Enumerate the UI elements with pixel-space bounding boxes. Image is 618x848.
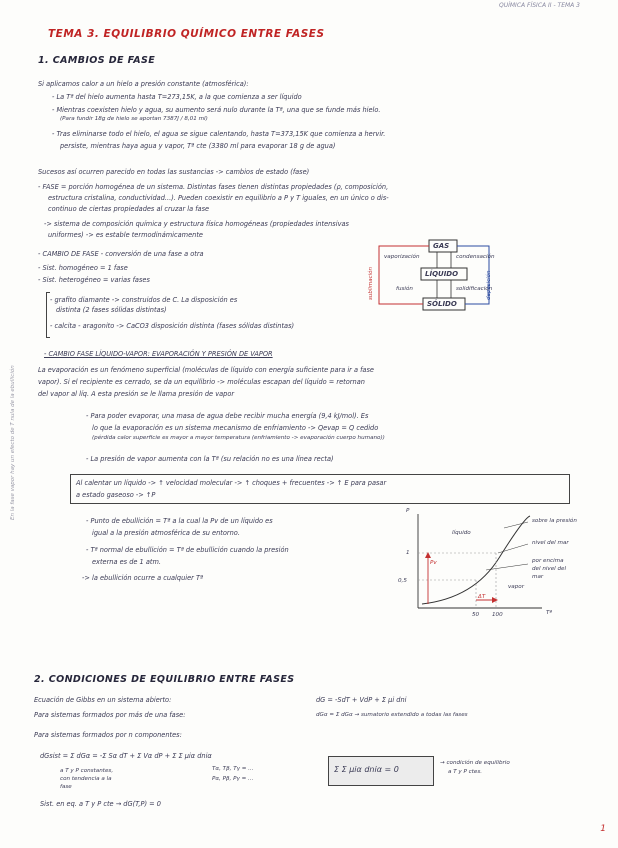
text-line: Para sistemas formados por n componentes: — [34, 731, 182, 739]
diagram-vaporization: vaporización — [384, 254, 420, 260]
text-line: - La presión de vapor aumenta con la Tª (su relación no es una línea recta) — [86, 455, 334, 463]
graph-annotation: del nivel del — [532, 566, 567, 572]
graph-region-vapor: vapor — [508, 584, 525, 590]
diagram-liquid: LÍQUIDO — [425, 270, 459, 278]
text-line: - Tª normal de ebullición = Tª de ebullición cuando la presión — [86, 546, 289, 554]
text-line: - Para poder evaporar, una masa de agua debe recibir mucha energía (9,4 kJ/mol). Es — [86, 412, 369, 420]
equation: dGsist = Σ dGα = -Σ Sα dT + Σ Vα dP + Σ Σ μiα dniα — [40, 752, 212, 760]
text-line: Sucesos así ocurren parecido en todas las sustancias -> cambios de estado (fase) — [38, 168, 310, 176]
section-2-heading: 2. CONDICIONES DE EQUILIBRIO ENTRE FASES — [34, 674, 295, 685]
diagram-sublimation: sublimación — [368, 266, 374, 300]
diagram-freezing: solidificación — [456, 286, 493, 292]
section-1-heading: 1. CAMBIOS DE FASE — [38, 55, 156, 66]
text-line: fase — [60, 784, 72, 790]
text-line: (pérdida calor superficie es mayor a mayor temperatura (enfriamiento -> evaporación cuerpo humano)) — [92, 435, 385, 441]
graph-region-liquid: líquido — [452, 530, 471, 536]
text-line: - grafito diamante -> construidos de C. La disposición es — [50, 296, 238, 304]
graph-annotation: mar — [532, 574, 544, 580]
text-line: uniformes) -> es estable termodinámicamente — [48, 231, 203, 239]
text-line: persiste, mientras haya agua y vapor, Tª cte (3380 ml para evaporar 18 g de agua) — [60, 142, 336, 150]
graph-annotation: nivel del mar — [532, 540, 569, 546]
text-line: igual a la presión atmosférica de su entorno. — [92, 529, 240, 537]
text-line: -> sistema de composición química y estructura física homogéneas (propiedades intensivas — [44, 220, 349, 228]
text-line: a estado gaseoso -> ↑P — [76, 491, 156, 499]
graph-xlabel: Tª — [546, 610, 553, 616]
margin-note: En la fase vapor hay un efecto de T nula de la ebullición — [10, 365, 16, 520]
text-line: - Sist. homogéneo = 1 fase — [38, 264, 128, 272]
graph-ylabel: P — [406, 508, 410, 514]
diagram-solid: SÓLIDO — [427, 300, 457, 308]
text-line: (Para fundir 18g de hielo se aportan 7387J / 8,01 ml) — [60, 116, 208, 122]
diagram-condensation: condensación — [456, 254, 495, 260]
condition: Tα, Tβ, Tγ = ... — [212, 766, 254, 772]
text-line: del vapor al líq. A esta presión se le llama presión de vapor — [38, 390, 235, 398]
page-header: QUÍMICA FÍSICA II - TEMA 3 — [498, 2, 580, 9]
graph-annotation: sobre la presión — [532, 518, 577, 524]
boxed-note: a T y P ctes. — [448, 769, 483, 775]
equation: dG = -SdT + VdP + Σ μi dni — [316, 696, 407, 704]
page-title: TEMA 3. EQUILIBRIO QUÍMICO ENTRE FASES — [48, 28, 325, 40]
graph-annotation: por encima — [532, 558, 564, 564]
subheading: - CAMBIO FASE LÍQUIDO-VAPOR: EVAPORACIÓN Y PRESIÓN DE VAPOR — [44, 350, 273, 358]
graph-tick: 50 — [472, 612, 480, 618]
page-number: 1 — [600, 824, 606, 834]
text-line: - calcita - aragonito -> CaCO3 disposición distinta (fases sólidas distintas) — [50, 322, 295, 330]
text-line: - Mientras coexisten hielo y agua, su aumento será nulo durante la Tª, una que se funde más hielo. — [52, 106, 381, 114]
graph-tick: 1 — [406, 550, 410, 556]
diagram-deposition: deposición — [486, 270, 492, 300]
text-line: - CAMBIO DE FASE - conversión de una fase a otra — [38, 250, 204, 258]
text-line: La evaporación es un fenómeno superficial (moléculas de líquido con energía suficiente para ir a fase — [38, 366, 374, 374]
text-line: con tendencia a la — [60, 776, 112, 782]
bracket — [46, 292, 50, 338]
text-line: continuo de ciertas propiedades al cruzar la fase — [48, 205, 210, 213]
text-line: Sist. en eq. a T y P cte → dG(T,P) = 0 — [40, 800, 161, 808]
text-line: a T y P constantes, — [60, 768, 114, 774]
text-line: distinta (2 fases sólidas distintas) — [56, 306, 167, 314]
text-line: vapor). Si el recipiente es cerrado, se da un equilibrio -> moléculas escapan del líquido = retornan — [38, 378, 365, 386]
text-line: - La Tª del hielo aumenta hasta T=273,15K, a la que comienza a ser líquido — [52, 93, 302, 101]
condition: Pα, Pβ, Pγ = ... — [212, 776, 254, 782]
text-line: -> la ebullición ocurre a cualquier Tª — [82, 574, 204, 582]
boxed-note: → condición de equilibrio — [440, 760, 510, 766]
text-line: - Punto de ebullición = Tª a la cual la Pv de un líquido es — [86, 517, 273, 525]
text-line: Para sistemas formados por más de una fase: — [34, 711, 186, 719]
graph-dt-label: ΔT — [478, 594, 486, 600]
text-line: lo que la evaporación es un sistema mecanismo de enfriamiento -> Qevap = Q cedido — [92, 424, 379, 432]
text-line: Si aplicamos calor a un hielo a presión constante (atmosférica): — [38, 80, 249, 88]
text-line: - Tras eliminarse todo el hielo, el agua se sigue calentando, hasta T=373,15K que comienza a hervir. — [52, 130, 386, 138]
diagram-fusion: fusión — [396, 286, 413, 292]
boxed-equation: Σ Σ μiα dniα = 0 — [334, 765, 399, 774]
graph-tick: 100 — [492, 612, 503, 618]
text-line: estructura cristalina, conductividad...). Pueden coexistir en equilibrio a P y T iguales, en un único o dis- — [48, 194, 389, 202]
graph-pv-label: Pv — [430, 560, 437, 566]
text-line: - FASE = porción homogénea de un sistema. Distintas fases tienen distintas propiedades (ρ, composición, — [38, 183, 389, 191]
vapor-pressure-graph — [404, 508, 544, 618]
text-line: Ecuación de Gibbs en un sistema abierto: — [34, 696, 172, 704]
text-line: externa es de 1 atm. — [92, 558, 161, 566]
graph-tick: 0,5 — [398, 578, 407, 584]
text-line: - Sist. heterogéneo = varias fases — [38, 276, 150, 284]
text-line: Al calentar un líquido -> ↑ velocidad molecular -> ↑ choques + frecuentes -> ↑ E para pasar — [76, 479, 387, 487]
diagram-gas: GAS — [433, 242, 450, 250]
equation: dGα = Σ dGα → sumatorio extendido a todas las fases — [316, 712, 468, 718]
